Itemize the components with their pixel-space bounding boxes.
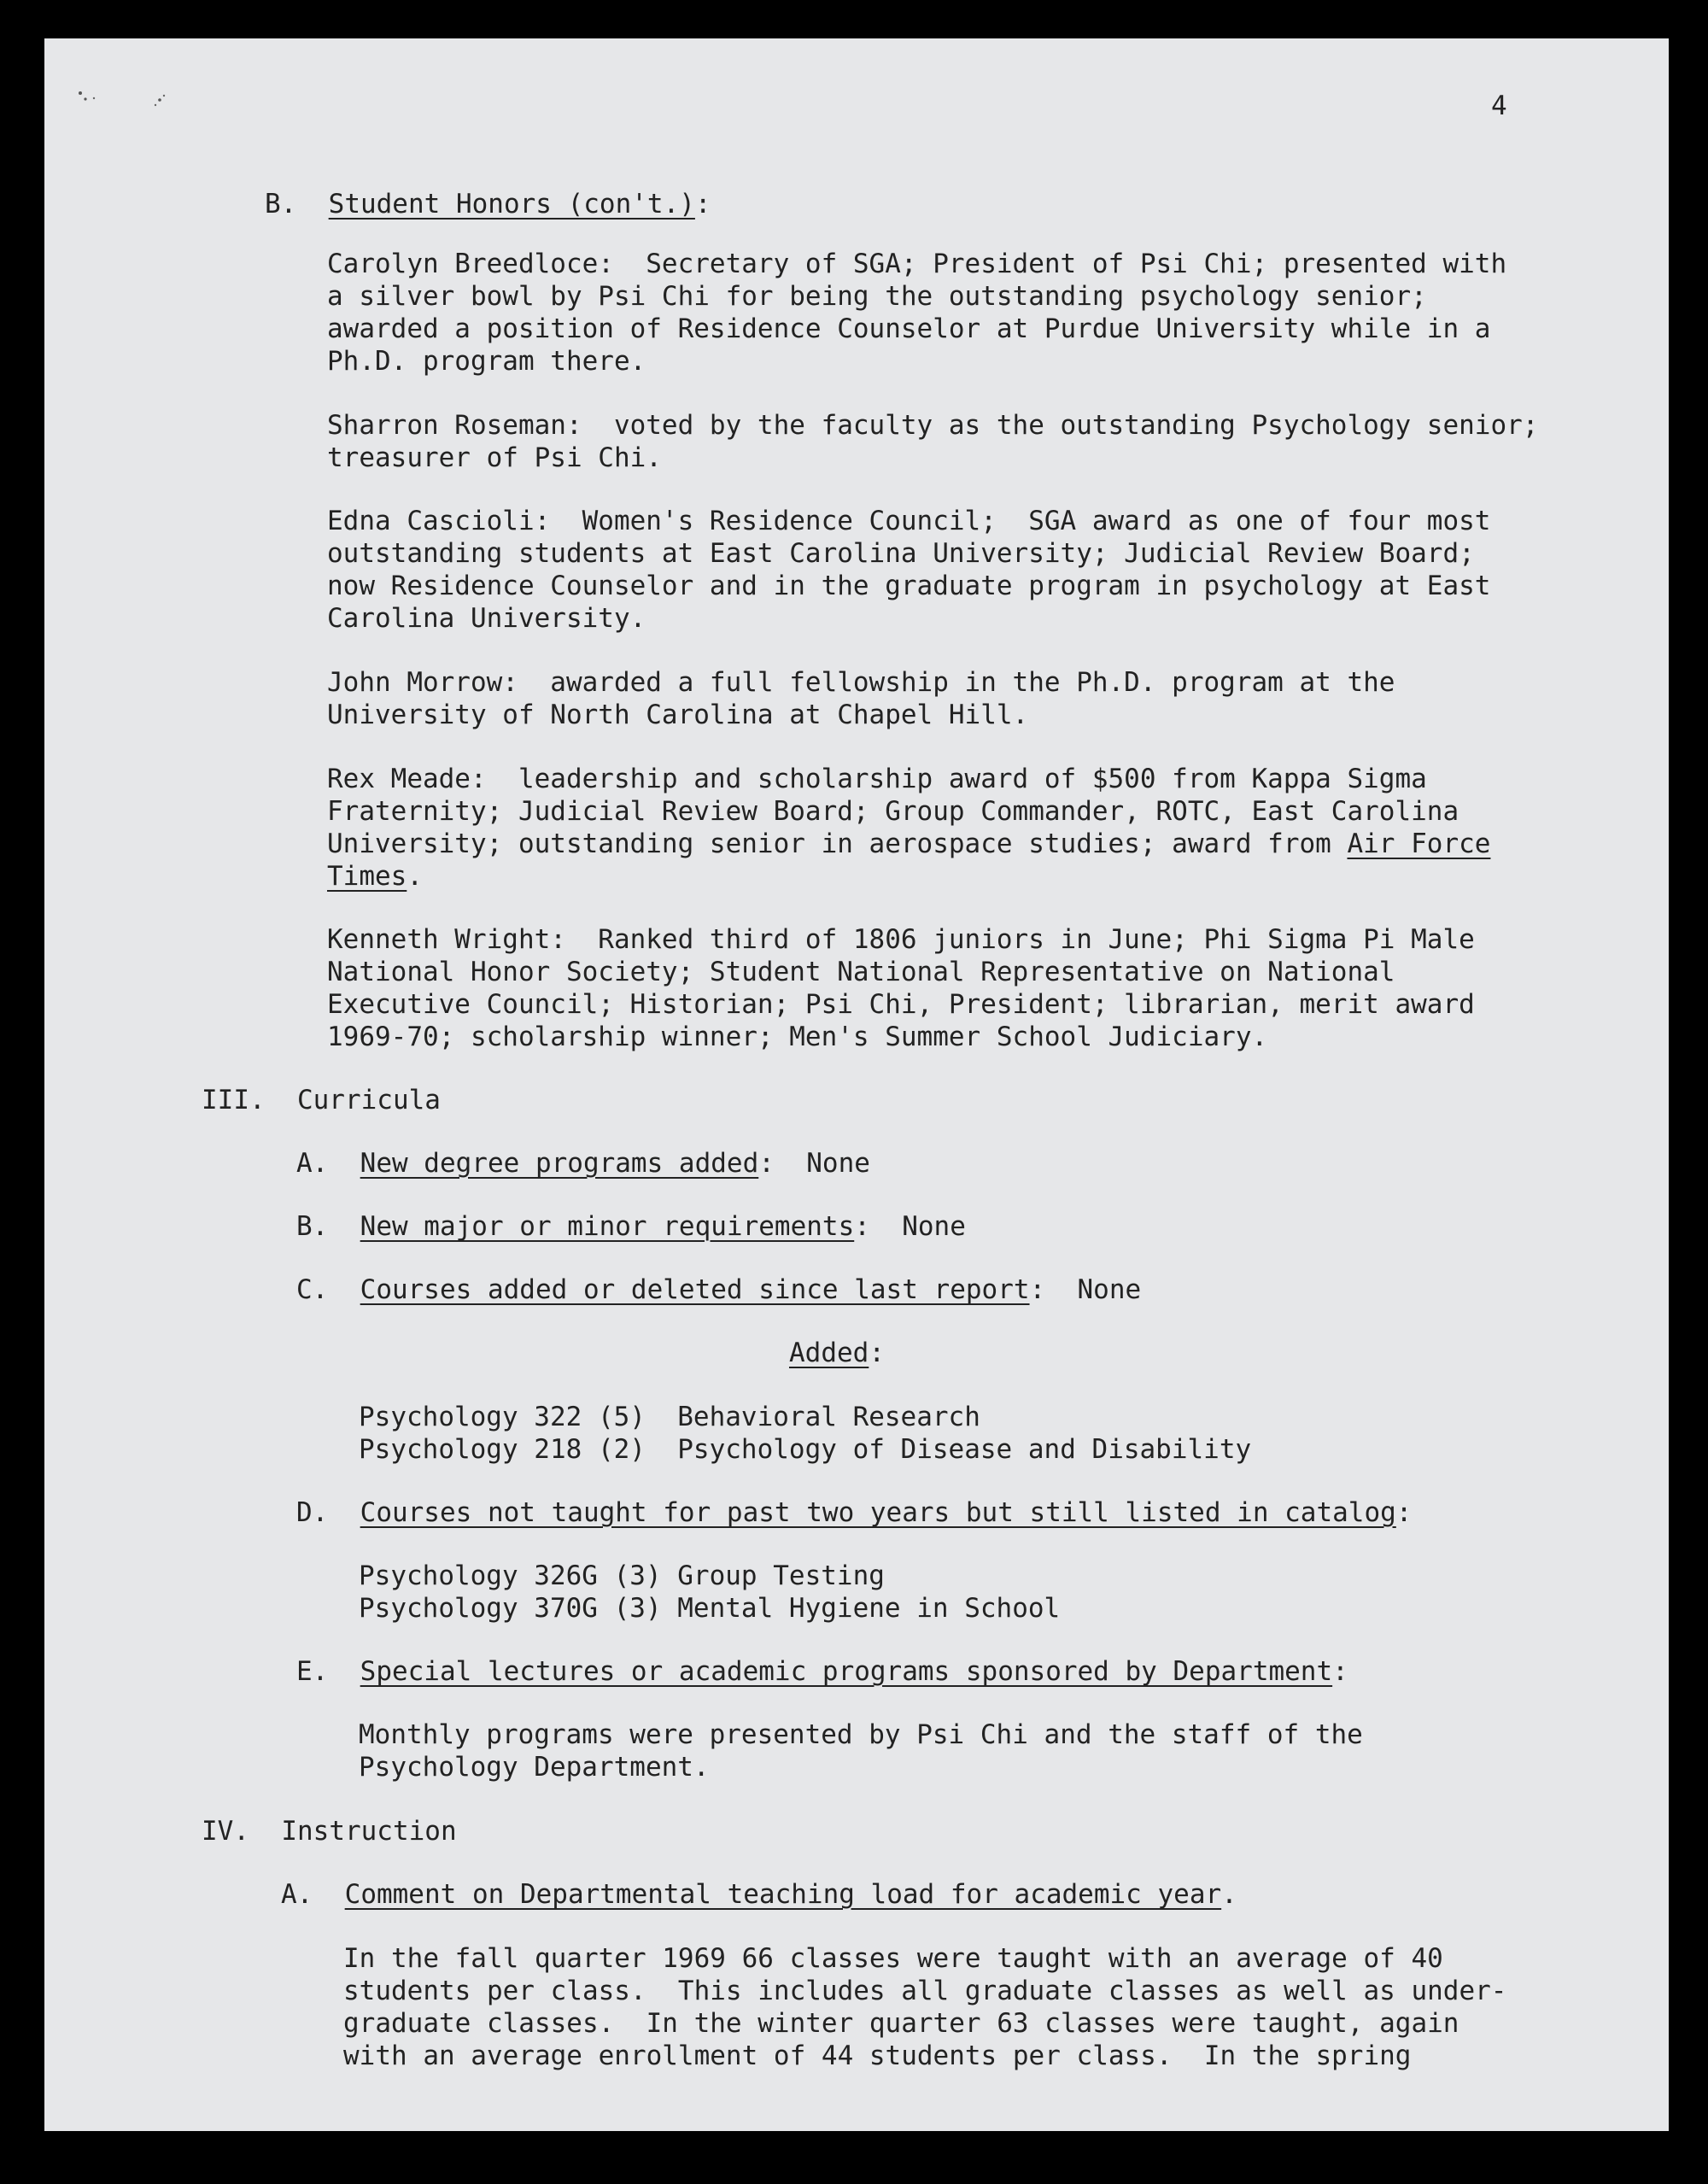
honors-entry-line: National Honor Society; Student National Representative on National [327,957,1395,987]
scan-specks [77,88,179,126]
curricula-item-b [296,1210,966,1243]
item-heading: Comment on Departmental teaching load for academic year [344,1879,1222,1910]
item-colon: : [1395,1497,1413,1528]
underlined-publication: Times [327,861,407,892]
honors-entry-line: awarded a position of Residence Counselor at Purdue University while in a [327,313,1491,344]
item-value: : None [854,1211,966,1242]
section-b-colon: : [694,189,711,220]
honors-entry-line: Sharron Roseman: voted by the faculty as the outstanding Psychology senior; [327,410,1539,441]
page-number: 4 [1491,91,1507,121]
honors-entry-line: Carolina University. [327,603,646,634]
added-heading-text: Added [789,1338,869,1368]
paragraph-line: with an average enrollment of 44 students per class. In the spring [343,2041,1412,2071]
honors-entry-line: a silver bowl by Psi Chi for being the outstanding psychology senior; [327,281,1427,312]
paragraph-line: students per class. This includes all graduate classes as well as under- [343,1976,1507,2006]
honors-entry-text: University; outstanding senior in aerospace studies; award from [327,829,1348,859]
curricula-item-a [296,1147,870,1180]
section-b-letter: B. [265,189,297,220]
item-letter: D. [296,1497,329,1528]
course-line: Psychology 326G (3) Group Testing [359,1560,885,1591]
item-letter: A. [281,1879,313,1910]
item-letter: A. [296,1148,329,1179]
honors-entry-line: 1969-70; scholarship winner; Men's Summer School Judiciary. [327,1022,1268,1052]
item-letter: B. [296,1211,329,1242]
honors-entry-line: Rex Meade: leadership and scholarship award of $500 from Kappa Sigma [327,764,1427,794]
item-letter: E. [296,1656,329,1687]
honors-entry-line: Fraternity; Judicial Review Board; Group Commander, ROTC, East Carolina [327,796,1459,827]
section-iv-title: Instruction [281,1816,457,1847]
course-line: Psychology 322 (5) Behavioral Research [359,1402,980,1432]
section-iii-heading [202,1084,441,1116]
item-value: : None [758,1148,870,1179]
honors-entry-line: Carolyn Breedloce: Secretary of SGA; President of Psi Chi; presented with [327,249,1507,279]
item-letter: C. [296,1274,329,1305]
paragraph-line: In the fall quarter 1969 66 classes were taught with an average of 40 [343,1943,1443,1974]
paragraph-line: graduate classes. In the winter quarter 63 classes were taught, again [343,2008,1459,2039]
honors-entry-line: treasurer of Psi Chi. [327,442,662,473]
course-line: Psychology 218 (2) Psychology of Disease and Disability [359,1434,1252,1465]
item-heading: New major or minor requirements [360,1211,855,1242]
honors-entry-line: outstanding students at East Carolina University; Judicial Review Board; [327,538,1475,569]
added-heading [789,1337,885,1369]
curricula-item-d [296,1496,1412,1529]
document-page [44,38,1669,2131]
section-b-title: Student Honors (con't.) [328,189,695,220]
honors-entry-text: . [407,861,423,892]
item-colon: : [1332,1656,1348,1687]
honors-entry-line: John Morrow: awarded a full fellowship in the Ph.D. program at the [327,667,1395,698]
honors-entry-line: Ph.D. program there. [327,346,646,377]
honors-entry-line: University of North Carolina at Chapel Hill. [327,700,1029,730]
section-iv-numeral: IV. [202,1816,249,1847]
instruction-item-a [281,1878,1237,1911]
honors-entry-line: Kenneth Wright: Ranked third of 1806 juniors in June; Phi Sigma Pi Male [327,924,1475,955]
paragraph-line: Monthly programs were presented by Psi Chi and the staff of the [359,1719,1363,1750]
curricula-item-c [296,1274,1141,1306]
honors-entry-line [327,860,423,893]
item-heading: New degree programs added [360,1148,759,1179]
underlined-publication: Air Force [1347,829,1491,859]
item-period: . [1221,1879,1237,1910]
item-heading: Courses not taught for past two years but still listed in catalog [360,1497,1396,1528]
honors-entry-line: Executive Council; Historian; Psi Chi, President; librarian, merit award [327,989,1475,1020]
course-line: Psychology 370G (3) Mental Hygiene in School [359,1593,1061,1624]
curricula-item-e [296,1655,1348,1688]
section-iii-title: Curricula [296,1085,441,1115]
item-heading: Special lectures or academic programs sponsored by Department [360,1656,1333,1687]
honors-entry-line: Edna Cascioli: Women's Residence Council; SGA award as one of four most [327,506,1491,536]
honors-entry-line: now Residence Counselor and in the graduate program in psychology at East [327,571,1491,601]
added-heading-colon: : [869,1338,885,1368]
section-iii-numeral: III. [202,1085,266,1115]
section-b-heading [265,188,711,220]
item-heading: Courses added or deleted since last report [360,1274,1030,1305]
section-iv-heading [202,1815,457,1847]
paragraph-line: Psychology Department. [359,1752,710,1783]
item-value: : None [1029,1274,1142,1305]
honors-entry-line [327,828,1490,860]
